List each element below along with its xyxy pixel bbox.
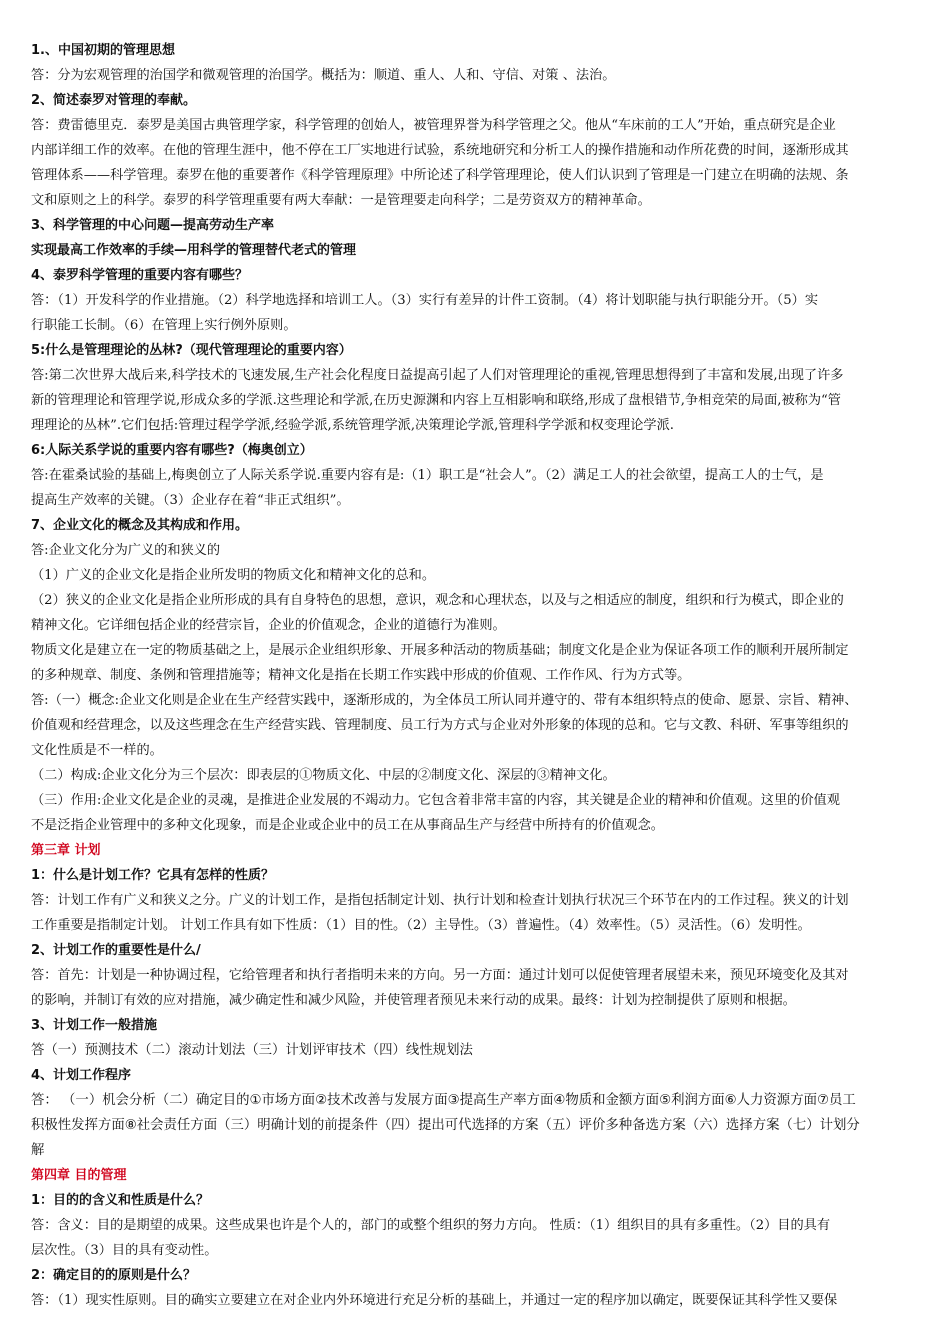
answer-text: 价值观和经营理念，以及这些理念在生产经营实践、管理制度、员工行为方式与企业对外形象的体现的总和。它与文教、科研、军事等组织的 — [31, 718, 849, 733]
answer-text: （2）狭义的企业文化是指企业所形成的具有自身特色的思想，意识，观念和心理状态，以及与之相适应的制度，组织和行为模式，即企业的 — [31, 593, 844, 608]
answer-text: （二）构成:企业文化分为三个层次：即表层的①物质文化、中层的②制度文化、深层的③精神文化。 — [31, 768, 616, 783]
answer-text: 工作重要是指制定计划。 计划工作具有如下性质：（1）目的性。（2）主导性。（3）普遍性。（4）效率性。（5）灵活性。（6）发明性。 — [31, 918, 811, 933]
answer-text: 管理体系——科学管理。泰罗在他的重要著作《科学管理原理》中所论述了科学管理理论，使人们认识到了管理是一门建立在明确的法规、条 — [31, 168, 849, 183]
answer-text: 层次性。（3）目的具有变动性。 — [31, 1243, 218, 1258]
question-heading: 2、简述泰罗对管理的奉献。 — [31, 93, 197, 108]
answer-text: 答:（一）概念:企业文化则是企业在生产经营实践中，逐渐形成的，为全体员工所认同并遵守的、带有本组织特点的使命、愿景、宗旨、精神、 — [31, 693, 858, 708]
question-heading: 2、计划工作的重要性是什么/ — [31, 943, 201, 958]
question-heading: 1：什么是计划工作？它具有怎样的性质？ — [31, 868, 275, 883]
question-heading: 1.、中国初期的管理思想 — [31, 43, 175, 58]
answer-text: 答:第二次世界大战后来,科学技术的飞速发展,生产社会化程度日益提高引起了人们对管理理论的重视,管理思想得到了丰富和发展,出现了许多 — [31, 368, 844, 383]
question-heading: 4、泰罗科学管理的重要内容有哪些？ — [31, 268, 249, 283]
answer-text: 文和原则之上的科学。泰罗的科学管理重要有两大奉献：一是管理要走向科学；二是劳资双方的精神革命。 — [31, 193, 651, 208]
answer-text: 文化性质是不一样的。 — [31, 743, 163, 758]
answer-text: 答:在霍桑试验的基础上,梅奥创立了人际关系学说.重要内容有是:（1）职工是“社会人”。（2）满足工人的社会欲望，提高工人的士气，是 — [31, 468, 824, 483]
answer-text: （1）广义的企业文化是指企业所发明的物质文化和精神文化的总和。 — [31, 568, 436, 583]
answer-text: 内部详细工作的效率。在他的管理生涯中，他不停在工厂实地进行试验，系统地研究和分析工人的操作措施和动作所花费的时间，逐渐形成其 — [31, 143, 849, 158]
question-heading: 2：确定目的的原则是什么？ — [31, 1268, 197, 1283]
question-heading: 1：目的的含义和性质是什么？ — [31, 1193, 210, 1208]
answer-text: 答：（1）开发科学的作业措施。（2）科学地选择和培训工人。（3）实行有差异的计件工资制。（4）将计划职能与执行职能分开。（5）实 — [31, 293, 819, 308]
question-heading: 实现最高工作效率的手续—用科学的管理替代老式的管理 — [31, 243, 357, 258]
answer-text: 答：含义：目的是期望的成果。这些成果也许是个人的，部门的或整个组织的努力方向。 性质：（1）组织目的具有多重性。（2）目的具有 — [31, 1218, 831, 1233]
question-heading: 6:人际关系学说的重要内容有哪些?（梅奥创立） — [31, 443, 313, 458]
answer-text: 解 — [31, 1143, 45, 1158]
chapter-heading: 第四章 目的管理 — [31, 1168, 127, 1183]
answer-text: 答：费雷德里克．泰罗是美国古典管理学家，科学管理的创始人，被管理界誉为科学管理之父。他从“车床前的工人”开始，重点研究是企业 — [31, 118, 836, 133]
answer-text: 不是泛指企业管理中的多种文化现象，而是企业或企业中的员工在从事商品生产与经营中所持有的价值观念。 — [31, 818, 664, 833]
question-heading: 3、科学管理的中心问题—提高劳动生产率 — [31, 218, 275, 233]
answer-text: （三）作用:企业文化是企业的灵魂，是推进企业发展的不竭动力。它包含着非常丰富的内容，其关键是企业的精神和价值观。这里的价值观 — [31, 793, 840, 808]
answer-text: 答：首先：计划是一种协调过程，它给管理者和执行者指明未来的方向。另一方面：通过计划可以促使管理者展望未来，预见环境变化及其对 — [31, 968, 849, 983]
answer-text: 答:企业文化分为广义的和狭义的 — [31, 543, 221, 558]
answer-text: 答（一）预测技术（二）滚动计划法（三）计划评审技术（四）线性规划法 — [31, 1043, 473, 1058]
question-heading: 3、计划工作一般措施 — [31, 1018, 158, 1033]
answer-text: 理理论的丛林”.它们包括:管理过程学学派,经验学派,系统管理学派,决策理论学派,管理科学学派和权变理论学派. — [31, 418, 674, 433]
answer-text: 答： （一）机会分析（二）确定目的①市场方面②技术改善与发展方面③提高生产率方面④物质和金额方面⑤利润方面⑥人力资源方面⑦员工 — [31, 1093, 856, 1108]
answer-text: 答：分为宏观管理的治国学和微观管理的治国学。概括为：顺道、重人、人和、守信、对策 、法治。 — [31, 68, 616, 83]
question-heading: 4、计划工作程序 — [31, 1068, 132, 1083]
answer-text: 答：计划工作有广义和狭义之分。广义的计划工作，是指包括制定计划、执行计划和检查计划执行状况三个环节在内的工作过程。狭义的计划 — [31, 893, 849, 908]
answer-text: 积极性发挥方面⑧社会责任方面（三）明确计划的前提条件（四）提出可代选择的方案（五）评价多种备选方案（六）选择方案（七）计划分 — [31, 1118, 860, 1133]
answer-text: 提高生产效率的关键。（3）企业存在着“非正式组织”。 — [31, 493, 350, 508]
question-heading: 5:什么是管理理论的丛林?（现代管理理论的重要内容） — [31, 343, 352, 358]
answer-text: 新的管理理论和管理学说,形成众多的学派.这些理论和学派,在历史源渊和内容上互相影响和联络,形成了盘根错节,争相竞荣的局面,被称为“管 — [31, 393, 841, 408]
answer-text: 的影响，并制订有效的应对措施，减少确定性和减少风险，并使管理者预见未来行动的成果。最终：计划为控制提供了原则和根据。 — [31, 993, 796, 1008]
answer-text: 精神文化。它详细包括企业的经营宗旨，企业的价值观念，企业的道德行为准则。 — [31, 618, 506, 633]
answer-text: 物质文化是建立在一定的物质基础之上，是展示企业组织形象、开展多种活动的物质基础；制度文化是企业为保证各项工作的顺利开展所制定 — [31, 643, 849, 658]
answer-text: 的多种规章、制度、条例和管理措施等；精神文化是指在长期工作实践中形成的价值观、工作作风、行为方式等。 — [31, 668, 691, 683]
chapter-heading: 第三章 计划 — [31, 843, 101, 858]
question-heading: 7、企业文化的概念及其构成和作用。 — [31, 518, 249, 533]
answer-text: 行职能工长制。（6）在管理上实行例外原则。 — [31, 318, 297, 333]
answer-text: 答：（1）现实性原则。目的确实立要建立在对企业内外环境进行充足分析的基础上，并通过一定的程序加以确定，既要保证其科学性又要保 — [31, 1293, 838, 1308]
